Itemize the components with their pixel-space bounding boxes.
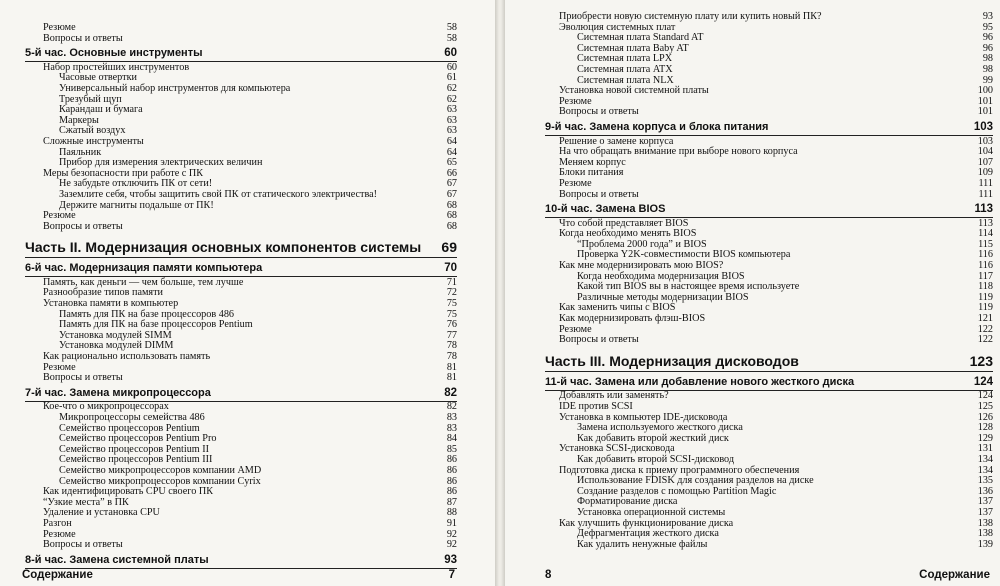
- toc-entry-title: Резюме: [559, 323, 592, 335]
- toc-entry: [43, 539, 457, 550]
- toc-entry-title: Установка модулей DIMM: [59, 340, 174, 352]
- toc-entry-page: 64: [446, 135, 457, 147]
- toc-entry: [43, 221, 457, 232]
- toc-entry-title: Разнообразие типов памяти: [43, 287, 164, 299]
- toc-entry-page: 125: [977, 400, 993, 412]
- toc-entry-title: 11-й час. Замена или добавление нового жесткого диска: [545, 375, 855, 388]
- toc-entry-title: Кое-что о микропроцессорах: [43, 401, 169, 413]
- toc-entry: [559, 401, 993, 412]
- toc-entry-title: Эволюция системных плат: [559, 21, 676, 33]
- toc-entry: [59, 340, 457, 351]
- toc-entry-title: Как заменить чипы с BIOS: [559, 302, 676, 314]
- toc-entry-title: Сжатый воздух: [59, 125, 126, 137]
- toc-entry-title: Вопросы и ответы: [43, 372, 123, 384]
- toc-entry-page: 111: [978, 188, 993, 200]
- toc-entry-title: Решение о замене корпуса: [559, 135, 674, 147]
- toc-entry-title: Системная плата Standard AT: [577, 32, 704, 44]
- toc-entry: [559, 218, 993, 229]
- toc-entry: [59, 94, 457, 105]
- toc-entry: [577, 422, 993, 433]
- toc-entry-page: 96: [982, 42, 993, 54]
- toc-entry: [577, 496, 993, 507]
- toc-entry-title: Меняем корпус: [559, 156, 626, 168]
- right-footer-title: Содержание: [919, 569, 990, 581]
- toc-entry-title: Резюме: [559, 177, 592, 189]
- toc-entry-title: 9-й час. Замена корпуса и блока питания: [545, 121, 769, 133]
- toc-entry-title: Установка модулей SIMM: [59, 329, 172, 341]
- toc-entry: [577, 271, 993, 282]
- toc-entry-page: 107: [977, 156, 993, 168]
- toc-entry-page: 88: [446, 507, 457, 519]
- toc-entry: [559, 465, 993, 476]
- toc-entry-page: 138: [977, 528, 993, 540]
- toc-entry-title: Заземлите себя, чтобы защитить свой ПК от статического электричества!: [59, 188, 378, 200]
- toc-entry-title: Вопросы и ответы: [559, 106, 639, 118]
- toc-entry-title: Резюме: [559, 95, 592, 107]
- toc-entry: [577, 292, 993, 303]
- toc-entry-title: Проверка Y2K-совместимости BIOS компьютера: [577, 249, 791, 261]
- toc-entry-title: Резюме: [43, 361, 76, 373]
- toc-chapter-heading: [545, 203, 993, 216]
- toc-entry: [559, 443, 993, 454]
- chapter-underline: [25, 257, 457, 258]
- toc-entry-title: Вопросы и ответы: [43, 539, 123, 551]
- toc-entry-page: 69: [441, 239, 457, 256]
- toc-entry: [577, 281, 993, 292]
- toc-entry-title: Как рационально использовать память: [43, 351, 211, 362]
- toc-entry-title: Семейство микропроцессоров компании Cyrix: [59, 475, 261, 487]
- toc-entry: [43, 22, 457, 33]
- toc-entry-page: 92: [446, 528, 457, 540]
- toc-entry-page: 116: [978, 260, 993, 271]
- toc-entry-page: 78: [446, 351, 457, 362]
- toc-entry-title: “Проблема 2000 года” и BIOS: [577, 238, 707, 250]
- toc-entry-page: 122: [977, 334, 993, 346]
- toc-entry-title: 10-й час. Замена BIOS: [545, 203, 666, 216]
- toc-entry-page: 72: [446, 287, 457, 299]
- toc-entry-page: 114: [978, 228, 993, 240]
- toc-chapter-heading: [25, 262, 457, 275]
- toc-entry: [559, 178, 993, 189]
- toc-entry-title: 7-й час. Замена микропроцессора: [25, 386, 211, 399]
- toc-entry: [59, 189, 457, 200]
- toc-chapter-heading: [545, 121, 993, 134]
- toc-entry: [43, 298, 457, 309]
- toc-entry-page: 124: [973, 375, 993, 388]
- toc-entry: [59, 178, 457, 189]
- toc-entry-page: 104: [977, 146, 993, 158]
- toc-entry-page: 84: [446, 433, 457, 445]
- toc-entry-title: Создание разделов с помощью Partition Magic: [577, 485, 777, 497]
- toc-entry-title: Карандаш и бумага: [59, 104, 143, 116]
- toc-entry-title: IDE против SCSI: [559, 400, 633, 412]
- toc-entry-page: 63: [446, 125, 457, 137]
- toc-entry: [59, 433, 457, 444]
- toc-entry: [43, 362, 457, 373]
- toc-entry-page: 68: [446, 199, 457, 211]
- toc-entry-title: Держите магниты подальше от ПК!: [59, 199, 214, 211]
- left-footer-title: Содержание: [22, 569, 93, 581]
- toc-entry: [577, 507, 993, 518]
- toc-entry: [59, 104, 457, 115]
- toc-entry-page: 138: [977, 517, 993, 529]
- toc-entry-page: 98: [982, 64, 993, 75]
- toc-entry-title: Резюме: [43, 210, 76, 222]
- toc-entry-page: 58: [446, 32, 457, 44]
- toc-entry: [59, 319, 457, 330]
- toc-entry: [43, 136, 457, 147]
- toc-entry-title: Часть II. Модернизация основных компонентов системы: [25, 239, 422, 256]
- toc-entry-page: 116: [978, 249, 993, 261]
- toc-entry-title: Микропроцессоры семейства 486: [59, 411, 205, 423]
- toc-entry: [559, 324, 993, 335]
- toc-entry-page: 93: [444, 553, 457, 566]
- toc-entry: [577, 239, 993, 250]
- toc-entry: [43, 62, 457, 73]
- toc-entry: [59, 72, 457, 83]
- toc-entry-page: 76: [446, 319, 457, 331]
- toc-entry-page: 118: [978, 281, 993, 293]
- toc-entry: [43, 372, 457, 383]
- toc-entry-page: 82: [446, 401, 457, 413]
- toc-entry-page: 65: [446, 157, 457, 169]
- toc-entry-page: 86: [446, 475, 457, 487]
- toc-entry-title: Как добавить второй SCSI-дисковод: [577, 453, 735, 465]
- toc-entry-page: 67: [446, 178, 457, 190]
- toc-entry-title: Меры безопасности при работе с ПК: [43, 167, 203, 179]
- toc-entry-title: Приобрести новую системную плату или купить новый ПК?: [559, 11, 822, 22]
- toc-entry-page: 70: [444, 262, 457, 275]
- toc-entry-page: 117: [978, 270, 993, 282]
- toc-entry-title: “Узкие места” в ПК: [43, 496, 129, 508]
- toc-entry: [59, 423, 457, 434]
- toc-entry-page: 115: [978, 238, 993, 250]
- toc-entry-page: 77: [446, 329, 457, 341]
- toc-entry-page: 67: [446, 188, 457, 200]
- toc-entry: [559, 412, 993, 423]
- toc-entry-title: Универсальный набор инструментов для компьютера: [59, 82, 291, 94]
- right-page: [505, 0, 1000, 586]
- toc-entry: [43, 210, 457, 221]
- toc-part-heading: [25, 238, 457, 256]
- toc-entry-title: Трезубый щуп: [59, 93, 122, 105]
- toc-entry-page: 93: [982, 11, 993, 22]
- right-page-number: 8: [545, 569, 552, 581]
- toc-entry-page: 63: [446, 104, 457, 116]
- toc-entry-title: 6-й час. Модернизация памяти компьютера: [25, 262, 263, 275]
- toc-entry-page: 75: [446, 298, 457, 309]
- toc-entry-page: 62: [446, 93, 457, 105]
- toc-entry-page: 92: [446, 539, 457, 551]
- toc-entry-title: На что обращать внимание при выборе нового корпуса: [559, 146, 798, 158]
- toc-entry-page: 134: [977, 464, 993, 476]
- toc-entry-title: Резюме: [43, 22, 76, 33]
- toc-entry-page: 95: [982, 21, 993, 33]
- toc-chapter-heading: [545, 376, 993, 389]
- toc-entry: [59, 125, 457, 136]
- toc-chapter-heading: [25, 554, 457, 567]
- toc-entry-title: Семейство процессоров Pentium III: [59, 454, 213, 466]
- toc-entry-page: 96: [982, 32, 993, 44]
- toc-entry: [577, 433, 993, 444]
- toc-entry-title: Вопросы и ответы: [559, 188, 639, 200]
- toc-entry-page: 68: [446, 210, 457, 222]
- toc-entry-page: 134: [977, 453, 993, 465]
- toc-entry-page: 82: [444, 386, 457, 399]
- toc-entry: [559, 85, 993, 96]
- toc-entry-title: Использование FDISK для создания разделов на диске: [577, 475, 814, 487]
- toc-entry: [577, 528, 993, 539]
- toc-entry-title: Резюме: [43, 528, 76, 540]
- toc-entry-page: 91: [446, 517, 457, 529]
- toc-entry-page: 121: [977, 313, 993, 324]
- toc-entry-title: Системная плата ATX: [577, 64, 673, 75]
- toc-entry-title: Паяльник: [59, 146, 102, 158]
- toc-entry: [559, 228, 993, 239]
- toc-entry-page: 128: [977, 422, 993, 434]
- toc-entry-title: Семейство микропроцессоров компании AMD: [59, 464, 262, 476]
- toc-entry-title: Что собой представляет BIOS: [559, 217, 689, 229]
- toc-entry-page: 78: [446, 340, 457, 352]
- toc-chapter-heading: [25, 47, 457, 60]
- toc-entry-title: Как добавить второй жесткий диск: [577, 432, 729, 444]
- toc-entry-page: 113: [978, 217, 993, 229]
- toc-entry-title: Блоки питания: [559, 167, 624, 179]
- toc-entry-page: 86: [446, 486, 457, 498]
- toc-entry-page: 101: [977, 95, 993, 107]
- toc-entry: [559, 106, 993, 117]
- toc-entry-page: 61: [446, 72, 457, 84]
- toc-entry-title: Как идентифицировать CPU своего ПК: [43, 486, 213, 498]
- chapter-underline: [545, 371, 993, 372]
- toc-entry-title: Когда необходима модернизация BIOS: [577, 270, 745, 282]
- toc-entry-page: 111: [978, 177, 993, 189]
- toc-entry-title: Не забудьте отключить ПК от сети!: [59, 178, 213, 190]
- toc-entry-page: 119: [978, 291, 993, 303]
- toc-entry-title: Вопросы и ответы: [43, 32, 123, 44]
- toc-entry: [59, 83, 457, 94]
- toc-entry-title: Как мне модернизировать мою BIOS?: [559, 260, 724, 271]
- toc-entry: [43, 351, 457, 362]
- toc-entry-title: Прибор для измерения электрических величин: [59, 157, 263, 169]
- toc-entry: [559, 157, 993, 168]
- toc-entry-title: Дефрагментация жесткого диска: [577, 528, 719, 540]
- toc-entry: [59, 147, 457, 158]
- toc-entry: [577, 486, 993, 497]
- toc-entry-title: Часть III. Модернизация дисководов: [545, 352, 799, 369]
- toc-entry: [559, 260, 993, 271]
- toc-entry-page: 66: [446, 167, 457, 179]
- toc-entry-page: 75: [446, 308, 457, 320]
- toc-entry: [59, 444, 457, 455]
- toc-entry-page: 113: [974, 203, 993, 216]
- toc-entry: [559, 11, 993, 22]
- toc-entry: [59, 157, 457, 168]
- toc-entry-page: 63: [446, 114, 457, 126]
- toc-entry: [577, 475, 993, 486]
- toc-entry: [43, 168, 457, 179]
- toc-entry-title: Форматирование диска: [577, 496, 678, 508]
- toc-entry: [59, 454, 457, 465]
- toc-entry-page: 64: [446, 146, 457, 158]
- toc-entry-title: Семейство процессоров Pentium Pro: [59, 433, 217, 445]
- toc-entry-title: Установка в компьютер IDE-дисковода: [559, 411, 728, 423]
- toc-entry: [59, 309, 457, 320]
- toc-entry: [559, 96, 993, 107]
- toc-entry-page: 137: [977, 506, 993, 518]
- toc-entry-title: Маркеры: [59, 114, 99, 126]
- toc-entry-page: 122: [977, 323, 993, 335]
- toc-entry: [59, 115, 457, 126]
- toc-entry-title: Память для ПК на базе процессоров 486: [59, 308, 235, 320]
- toc-entry-title: Замена используемого жесткого диска: [577, 422, 743, 434]
- toc-entry-title: Семейство процессоров Pentium II: [59, 443, 210, 455]
- toc-entry: [577, 64, 993, 75]
- toc-entry: [559, 313, 993, 324]
- toc-entry-title: Установка операционной системы: [577, 506, 726, 518]
- toc-entry-title: Системная плата Baby AT: [577, 42, 689, 54]
- toc-entry: [559, 146, 993, 157]
- toc-entry-page: 87: [446, 496, 457, 508]
- toc-entry: [43, 486, 457, 497]
- toc-entry-page: 60: [446, 61, 457, 73]
- toc-entry-page: 124: [977, 390, 993, 402]
- toc-entry: [559, 518, 993, 529]
- toc-entry: [43, 529, 457, 540]
- toc-entry-page: 83: [446, 422, 457, 434]
- toc-entry-page: 86: [446, 464, 457, 476]
- toc-entry: [559, 167, 993, 178]
- toc-entry: [559, 189, 993, 200]
- toc-chapter-heading: [25, 387, 457, 400]
- toc-entry-page: 68: [446, 220, 457, 232]
- toc-entry-title: 8-й час. Замена системной платы: [25, 553, 209, 566]
- toc-entry: [577, 249, 993, 260]
- toc-entry-page: 71: [446, 276, 457, 288]
- toc-entry-title: Часовые отвертки: [59, 72, 137, 84]
- toc-entry: [43, 518, 457, 529]
- left-page: [0, 0, 495, 586]
- toc-entry: [43, 507, 457, 518]
- toc-entry: [59, 412, 457, 423]
- toc-entry-title: Добавлять или заменять?: [559, 390, 669, 402]
- toc-entry-title: Как модернизировать флэш-BIOS: [559, 313, 706, 324]
- toc-entry-title: Какой тип BIOS вы в настоящее время используете: [577, 281, 800, 293]
- toc-entry: [43, 277, 457, 288]
- toc-entry-title: Установка памяти в компьютер: [43, 298, 179, 309]
- toc-entry-page: 99: [982, 74, 993, 86]
- toc-entry-title: Установка новой системной платы: [559, 85, 709, 97]
- toc-entry-page: 126: [977, 411, 993, 423]
- toc-entry-title: Системная плата LPX: [577, 53, 673, 65]
- toc-entry-page: 139: [977, 538, 993, 550]
- toc-entry: [577, 454, 993, 465]
- toc-entry-page: 86: [446, 454, 457, 466]
- toc-entry: [559, 334, 993, 345]
- toc-entry: [559, 136, 993, 147]
- toc-entry: [577, 32, 993, 43]
- toc-entry-page: 83: [446, 411, 457, 423]
- toc-entry-title: Когда необходимо менять BIOS: [559, 228, 697, 240]
- toc-entry-title: Набор простейших инструментов: [43, 61, 190, 73]
- toc-entry-page: 119: [978, 302, 993, 314]
- toc-entry: [577, 43, 993, 54]
- toc-entry-title: Вопросы и ответы: [559, 334, 639, 346]
- toc-entry-page: 98: [982, 53, 993, 65]
- left-page-number: 7: [448, 569, 455, 581]
- toc-entry-page: 136: [977, 485, 993, 497]
- toc-entry-page: 123: [969, 352, 993, 369]
- toc-entry: [59, 465, 457, 476]
- toc-entry-title: Память, как деньги — чем больше, тем лучше: [43, 276, 244, 288]
- toc-entry: [559, 390, 993, 401]
- toc-entry: [43, 287, 457, 298]
- toc-entry: [577, 539, 993, 550]
- toc-entry-title: Семейство процессоров Pentium: [59, 422, 200, 434]
- toc-entry-page: 100: [977, 85, 993, 97]
- toc-entry-title: Системная плата NLX: [577, 74, 674, 86]
- toc-entry-page: 135: [977, 475, 993, 487]
- toc-entry-page: 81: [446, 372, 457, 384]
- toc-entry: [59, 476, 457, 487]
- toc-entry: [577, 75, 993, 86]
- toc-entry-title: Сложные инструменты: [43, 135, 144, 147]
- toc-entry: [43, 33, 457, 44]
- toc-entry-page: 62: [446, 82, 457, 94]
- toc-entry-title: Память для ПК на базе процессоров Pentium: [59, 319, 253, 331]
- toc-entry: [559, 22, 993, 33]
- toc-entry-title: Подготовка диска к приему программного обеспечения: [559, 464, 800, 476]
- toc-entry-title: Удаление и установка CPU: [43, 507, 160, 519]
- toc-entry-page: 131: [977, 443, 993, 455]
- toc-entry-title: 5-й час. Основные инструменты: [25, 47, 203, 60]
- toc-entry-title: Установка SCSI-дисковода: [559, 443, 675, 455]
- toc-entry: [59, 200, 457, 211]
- toc-entry: [59, 330, 457, 341]
- book-gutter: [495, 0, 505, 586]
- toc-entry-page: 109: [977, 167, 993, 179]
- toc-entry-title: Различные методы модернизации BIOS: [577, 291, 749, 303]
- toc-entry: [577, 53, 993, 64]
- toc-entry-title: Разгон: [43, 517, 72, 529]
- toc-entry: [559, 302, 993, 313]
- toc-entry-page: 60: [444, 47, 457, 60]
- toc-entry-page: 81: [446, 361, 457, 373]
- toc-entry-page: 85: [446, 443, 457, 455]
- toc-entry-page: 103: [973, 121, 993, 133]
- toc-entry-title: Вопросы и ответы: [43, 220, 123, 232]
- toc-entry-page: 103: [977, 135, 993, 147]
- toc-entry-title: Как улучшить функционирование диска: [559, 517, 734, 529]
- toc-part-heading: [545, 352, 993, 370]
- toc-entry-page: 101: [977, 106, 993, 118]
- toc-entry: [43, 401, 457, 412]
- toc-entry: [43, 497, 457, 508]
- toc-entry-page: 58: [446, 22, 457, 33]
- toc-entry-title: Как удалить ненужные файлы: [577, 538, 708, 550]
- toc-entry-page: 137: [977, 496, 993, 508]
- toc-entry-page: 129: [977, 432, 993, 444]
